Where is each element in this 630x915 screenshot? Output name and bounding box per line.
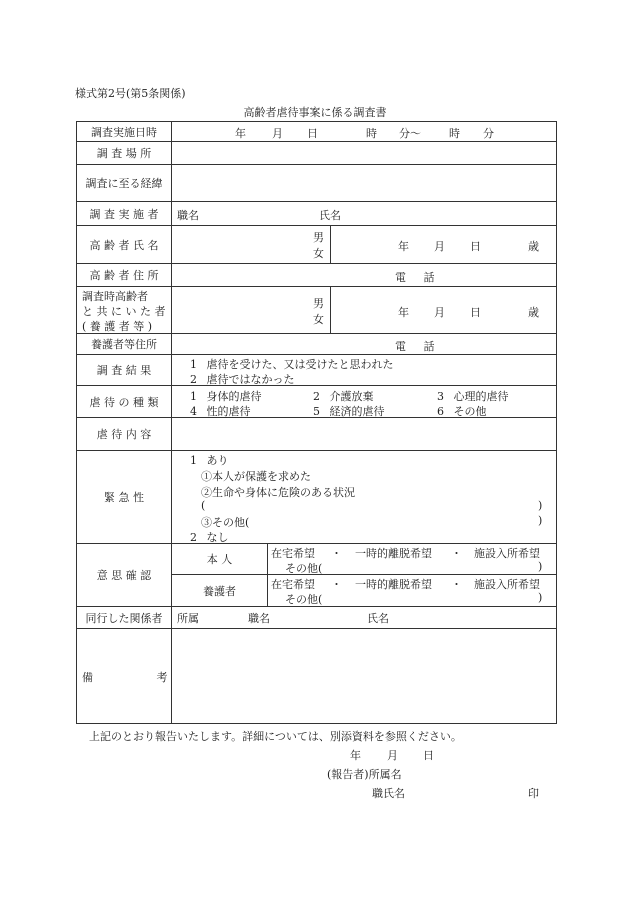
accompanied-position: 職名 [248, 612, 270, 625]
label-with-elder-3: ( 養 護 者 等 ) [82, 320, 153, 333]
urgency-reason-2: ②生命や身体に危険のある状況 [201, 486, 355, 499]
companion-gender-female: 女 [313, 313, 324, 326]
caregiver-dot-2: ・ [451, 578, 462, 591]
label-place: 調 査 場 所 [96, 147, 152, 160]
row-line [76, 628, 557, 629]
implementer-position: 職名 [177, 209, 199, 222]
result-option-2: 2 虐待ではなかった [190, 373, 295, 386]
result-option-1: 1 虐待を受けた、又は受けたと思われた [190, 358, 394, 371]
gender-divider [330, 286, 331, 333]
gender-divider [330, 225, 331, 263]
self-dot-1: ・ [331, 547, 342, 560]
caregiver-phone-label: 電 話 [395, 340, 435, 353]
implementer-name: 氏名 [319, 209, 341, 222]
self-home: 在宅希望 [271, 547, 315, 560]
label-accompanied: 同行した関係者 [85, 611, 163, 625]
self-temporary: 一時的離脱希望 [355, 547, 432, 560]
footer-date-year: 年 [350, 749, 361, 762]
urgency-paren-open: ( [201, 499, 206, 512]
abuse-type-physical: 1 身体的虐待 [190, 390, 262, 403]
self-other: その他( [285, 562, 323, 575]
urgency-reason-1: ①本人が保護を求めた [201, 470, 311, 483]
label-with-elder-2: と 共 に い た 者 [82, 305, 166, 318]
table-border-right [556, 121, 557, 724]
caregiver-facility: 施設入所希望 [474, 578, 540, 591]
elder-gender-female: 女 [313, 247, 324, 260]
caregiver-dot-1: ・ [331, 578, 342, 591]
label-intent-caregiver: 養護者 [203, 584, 236, 598]
label-column-divider [171, 121, 172, 724]
elder-birth-month: 月 [434, 240, 445, 253]
accompanied-name: 氏名 [367, 612, 389, 625]
label-process: 調査に至る経緯 [85, 177, 163, 190]
row-line [76, 286, 557, 287]
label-remarks-1: 備 考 [82, 671, 168, 684]
label-result: 調 査 結 果 [96, 364, 152, 377]
date-month: 月 [272, 127, 283, 140]
self-dot-2: ・ [451, 547, 462, 560]
footer-position-name: 職氏名 [372, 787, 405, 800]
table-border-bottom [76, 723, 557, 724]
urgency-paren-close: ) [538, 499, 543, 512]
label-caregiver-address: 養護者等住所 [91, 338, 157, 351]
elder-phone-label: 電 話 [395, 271, 435, 284]
time-minute-2: 分 [483, 127, 494, 140]
companion-birth-month: 月 [434, 306, 445, 319]
self-other-close: ) [538, 560, 543, 573]
footer-reporter: (報告者)所属名 [327, 768, 402, 781]
footer-date-month: 月 [387, 749, 398, 762]
self-facility: 施設入所希望 [474, 547, 540, 560]
abuse-type-economic: 5 経済的虐待 [313, 405, 385, 418]
abuse-type-psychological: 3 心理的虐待 [437, 390, 509, 403]
companion-gender-male: 男 [313, 297, 324, 310]
date-year: 年 [235, 127, 246, 140]
caregiver-other: その他( [285, 593, 323, 606]
elder-birth-day: 日 [470, 240, 481, 253]
label-abuse-type: 虐 待 の 種 類 [89, 395, 159, 409]
label-implementer: 調 査 実 施 者 [89, 207, 159, 221]
urgency-yes: 1 あり [190, 454, 229, 467]
label-abuse-content: 虐 待 内 容 [96, 428, 152, 441]
time-hour: 時 [366, 127, 377, 140]
caregiver-temporary: 一時的離脱希望 [355, 578, 432, 591]
form-number: 様式第2号(第5条関係) [75, 87, 186, 100]
footer-seal: 印 [528, 787, 539, 800]
elder-age: 歳 [528, 240, 539, 253]
companion-birth-year: 年 [398, 306, 409, 319]
time-hour-2: 時 [449, 127, 460, 140]
abuse-type-neglect: 2 介護放棄 [313, 390, 374, 403]
caregiver-home: 在宅希望 [271, 578, 315, 591]
urgency-reason-3: ③その他( [201, 516, 250, 529]
caregiver-other-close: ) [538, 591, 543, 604]
abuse-type-sexual: 4 性的虐待 [190, 405, 251, 418]
elder-birth-year: 年 [398, 240, 409, 253]
urgency-reason-3-close: ) [538, 514, 543, 527]
elder-gender-male: 男 [313, 231, 324, 244]
label-elder-name: 高 齢 者 氏 名 [89, 238, 159, 252]
companion-birth-day: 日 [470, 306, 481, 319]
footer-date-day: 日 [423, 749, 434, 762]
time-minute-to: 分～ [399, 127, 421, 140]
page-title: 高齢者虐待事案に係る調査書 [243, 106, 387, 119]
label-intent: 意 思 確 認 [96, 569, 152, 582]
intent-sublabel-divider [267, 543, 268, 606]
label-intent-self: 本 人 [206, 553, 233, 566]
label-with-elder-1: 調査時高齢者 [82, 290, 148, 303]
date-day: 日 [307, 127, 318, 140]
accompanied-affiliation: 所属 [177, 612, 199, 625]
abuse-type-other: 6 その他 [437, 405, 487, 418]
footer-statement: 上記のとおり報告いたします。詳細については、別添資料を参照ください。 [89, 730, 462, 743]
label-urgency: 緊 急 性 [104, 491, 144, 504]
urgency-no: 2 なし [190, 531, 229, 544]
companion-age: 歳 [528, 306, 539, 319]
label-date: 調査実施日時 [91, 125, 157, 139]
label-elder-address: 高 齢 者 住 所 [89, 269, 159, 282]
